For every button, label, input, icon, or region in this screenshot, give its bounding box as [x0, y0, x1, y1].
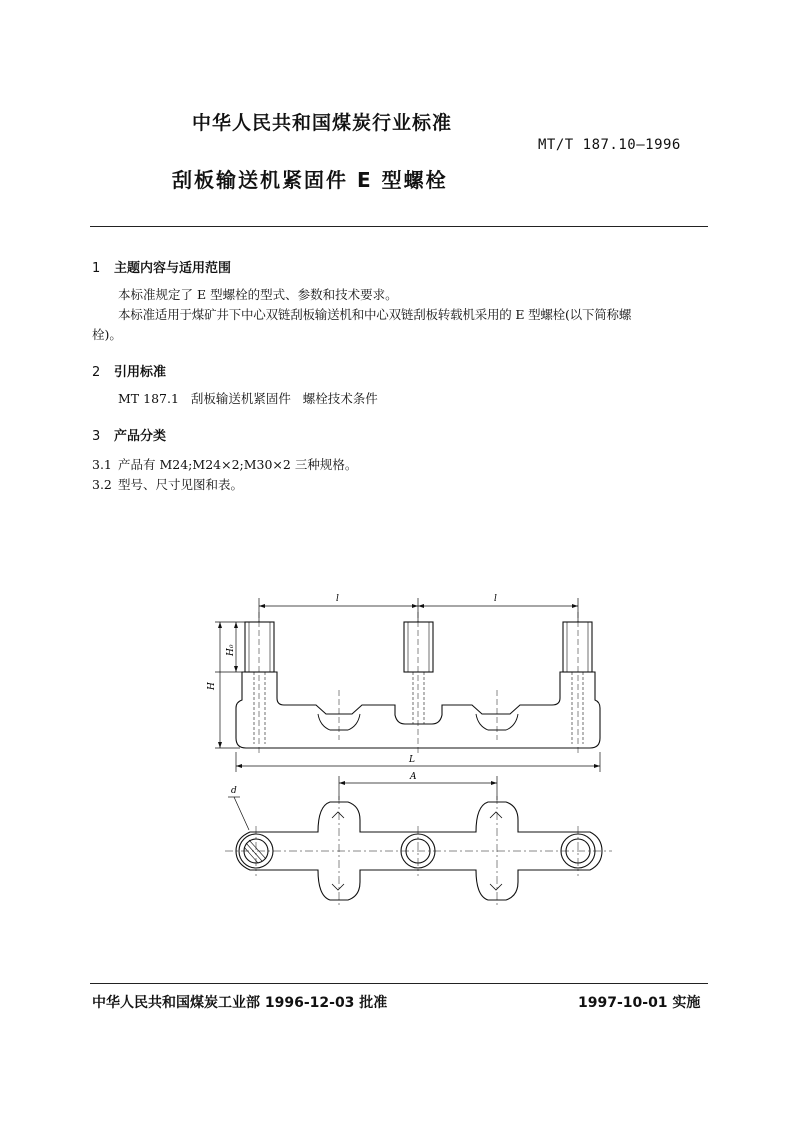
- clause-3-2-number: 3.2: [92, 477, 112, 492]
- section-1-paragraph-2: 本标准适用于煤矿井下中心双链刮板输送机和中心双链刮板转载机采用的 E 型螺栓(以下简称螺: [118, 307, 632, 322]
- section-3-title: 产品分类: [114, 429, 167, 444]
- dim-label-A: A: [410, 772, 417, 782]
- section-1-paragraph-1: 本标准规定了 E 型螺栓的型式、参数和技术要求。: [118, 287, 398, 302]
- standard-code: MT/T 187.10—1996: [538, 137, 681, 153]
- issuing-organization: 中华人民共和国煤炭行业标准: [192, 112, 453, 134]
- approval-info: 中华人民共和国煤炭工业部 1996-12-03 批准: [92, 995, 388, 1011]
- dim-label-L: L: [409, 755, 415, 765]
- section-3-number: 3: [92, 429, 101, 444]
- clause-3-1-number: 3.1: [92, 457, 112, 472]
- dim-label-d: d: [231, 786, 237, 796]
- dim-label-l-left: l: [336, 594, 339, 604]
- dim-label-H0: H₀: [226, 644, 236, 656]
- effective-date: 1997-10-01 实施: [578, 995, 701, 1011]
- section-2-number: 2: [92, 365, 101, 380]
- dim-label-l-right: l: [494, 594, 497, 604]
- footer-rule: [90, 983, 708, 984]
- section-1-number: 1: [92, 261, 101, 276]
- dim-label-H: H: [207, 682, 217, 690]
- reference-standard: MT 187.1 刮板输送机紧固件 螺栓技术条件: [118, 391, 378, 406]
- document-title: 刮板输送机紧固件 E 型螺栓: [172, 168, 448, 192]
- clause-3-1-text: 产品有 M24;M24×2;M30×2 三种规格。: [118, 457, 358, 472]
- section-1-title: 主题内容与适用范围: [114, 261, 232, 276]
- section-1-paragraph-2-cont: 栓)。: [92, 327, 122, 342]
- section-2-title: 引用标准: [114, 365, 167, 380]
- clause-3-2-text: 型号、尺寸见图和表。: [118, 477, 244, 492]
